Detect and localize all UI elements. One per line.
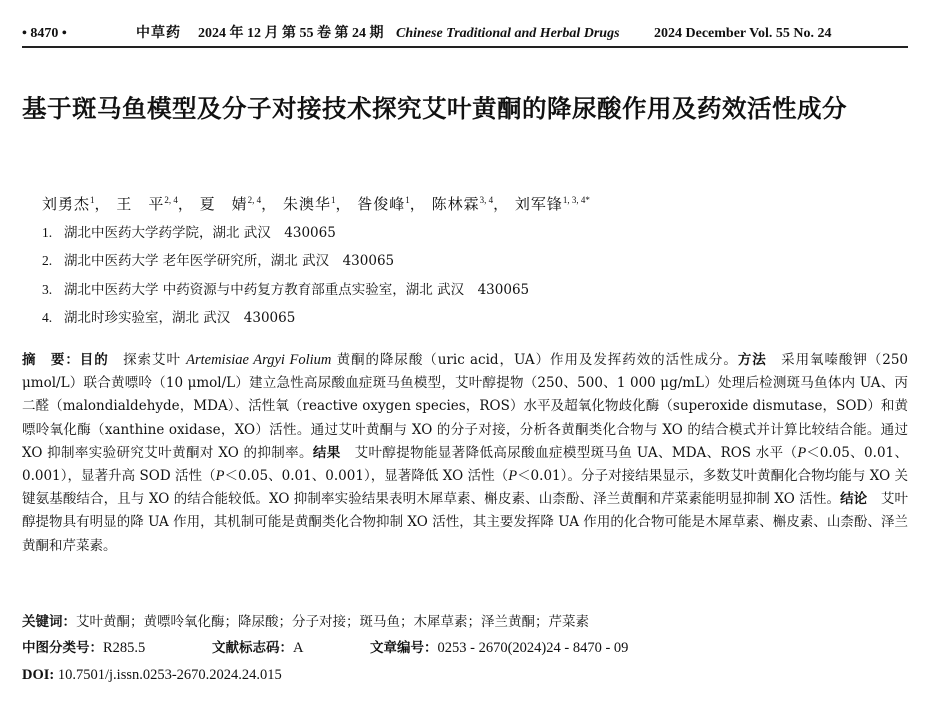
methods-label: 方法 [737, 352, 767, 368]
page-number: • 8470 • [22, 26, 67, 41]
issue-info-en: 2024 December Vol. 55 No. 24 [654, 26, 832, 41]
author: 昝俊峰$^1$ [357, 195, 410, 213]
abstract-label: 摘 要： [22, 352, 80, 368]
journal-name-en: Chinese Traditional and Herbal Drugs [396, 26, 620, 41]
doi-line [22, 664, 282, 686]
affiliation-item: 2. 湖北中医药大学 老年医学研究所，湖北 武汉 430065 [42, 253, 395, 270]
author: 陈林霖$^{3, 4}$ [431, 195, 494, 213]
abstract: 摘 要：目的 探索艾叶 Artemisiae Argyi Folium 黄酮的降尿酸（uric acid，UA）作用及发挥药效的活性成分。方法 采用氧嗪酸钾（250 μmol/L）联合黄嘌呤（10 μmol/L）建立急性高尿酸血症斑马鱼模型，艾叶醇提物（250、500、1 000 μg/mL）处理后检测斑马鱼体内 UA、丙二醛（malondialdehyde，MDA）、活性氧（reactive oxygen species，ROS）水平及超氧化物歧化酶（superoxide dismutase，SOD）和黄嘌呤氧化酶（xanthine oxidase，XO）活性。通过艾叶黄酮与 XO 的分子对接，分析各黄酮类化合物与 XO 的结合模式并计算比较结合能。通过 XO 抑制率实验研究艾叶黄酮对 XO 的抑制率。结果 艾叶醇提物能显著降低高尿酸血症模型斑马鱼 UA、MDA、ROS 水平（P＜0.05、0.01、0.001），显著升高 SOD 活性（P＜0.05、0.01、0.001），显著降低 XO 活性（P＜0.01）。分子对接结果显示，多数艾叶黄酮化合物均能与 XO 关键氨基酸结合，且与 XO 的结合能较低。XO 抑制率实验结果表明木犀草素、槲皮素、山柰酚、泽兰黄酮和芹菜素能明显抑制 XO 活性。结论 艾叶醇提物具有明显的降 UA 作用，其机制可能是黄酮类化合物抑制 XO 活性，其主要发挥降 UA 作用的化合物可能是木犀草素、槲皮素、山柰酚、泽兰黄酮和芹菜素。 [22, 352, 909, 554]
document-code: 文献标志码：A [212, 640, 304, 656]
author: 刘军锋$^{1, 3, 4*}$ [514, 195, 590, 213]
objective-label: 目的 [79, 352, 109, 368]
author: 王 平$^{2, 4}$ [116, 195, 178, 213]
author-list: 刘勇杰$^1$， 王 平$^{2, 4}$， 夏 婧$^{2, 4}$， 朱澳华$^1$， 昝俊峰$^1$， 陈林霖$^{3, 4}$， 刘军锋$^{1, 3, 4*}$ [42, 195, 590, 213]
conclusion-label: 结论 [840, 491, 868, 508]
keywords [22, 611, 589, 633]
issue-info-cn: 2024 年 12 月 第 55 卷 第 24 期 [198, 26, 384, 41]
clc-number: 中图分类号：R285.5 [22, 640, 146, 656]
author: 刘勇杰$^1$ [42, 195, 95, 213]
affiliation-item: 4. 湖北时珍实验室，湖北 武汉 430065 [42, 309, 296, 326]
article-title: 基于斑马鱼模型及分子对接技术探究艾叶黄酮的降尿酸作用及药效活性成分 [22, 94, 847, 123]
affiliation-item: 1. 湖北中医药大学药学院，湖北 武汉 430065 [42, 225, 336, 241]
header-rule [22, 46, 908, 48]
article-number: 文章编号：0253 - 2670(2024)24 - 8470 - 09 [370, 640, 629, 656]
affiliation-list [42, 219, 529, 332]
doi-label: DOI: [22, 667, 55, 683]
results-label: 结果 [312, 444, 341, 461]
author: 朱澳华$^1$ [282, 195, 336, 213]
keywords-label: 关键词： [22, 614, 76, 630]
latin-name: Artemisiae Argyi Folium [186, 352, 332, 368]
keywords-text: 艾叶黄酮；黄嘌呤氧化酶；降尿酸；分子对接；斑马鱼；木犀草素；泽兰黄酮；芹菜素 [76, 614, 589, 630]
author: 夏 婧$^{2, 4}$ [199, 195, 262, 213]
running-header [22, 24, 908, 44]
affiliation-item: 3. 湖北中医药大学 中药资源与中药复方教育部重点实验室，湖北 武汉 430065 [42, 281, 530, 298]
journal-name-cn: 中草药 [136, 26, 181, 41]
doi-link[interactable]: 10.7501/j.issn.0253-2670.2024.24.015 [54, 667, 282, 683]
